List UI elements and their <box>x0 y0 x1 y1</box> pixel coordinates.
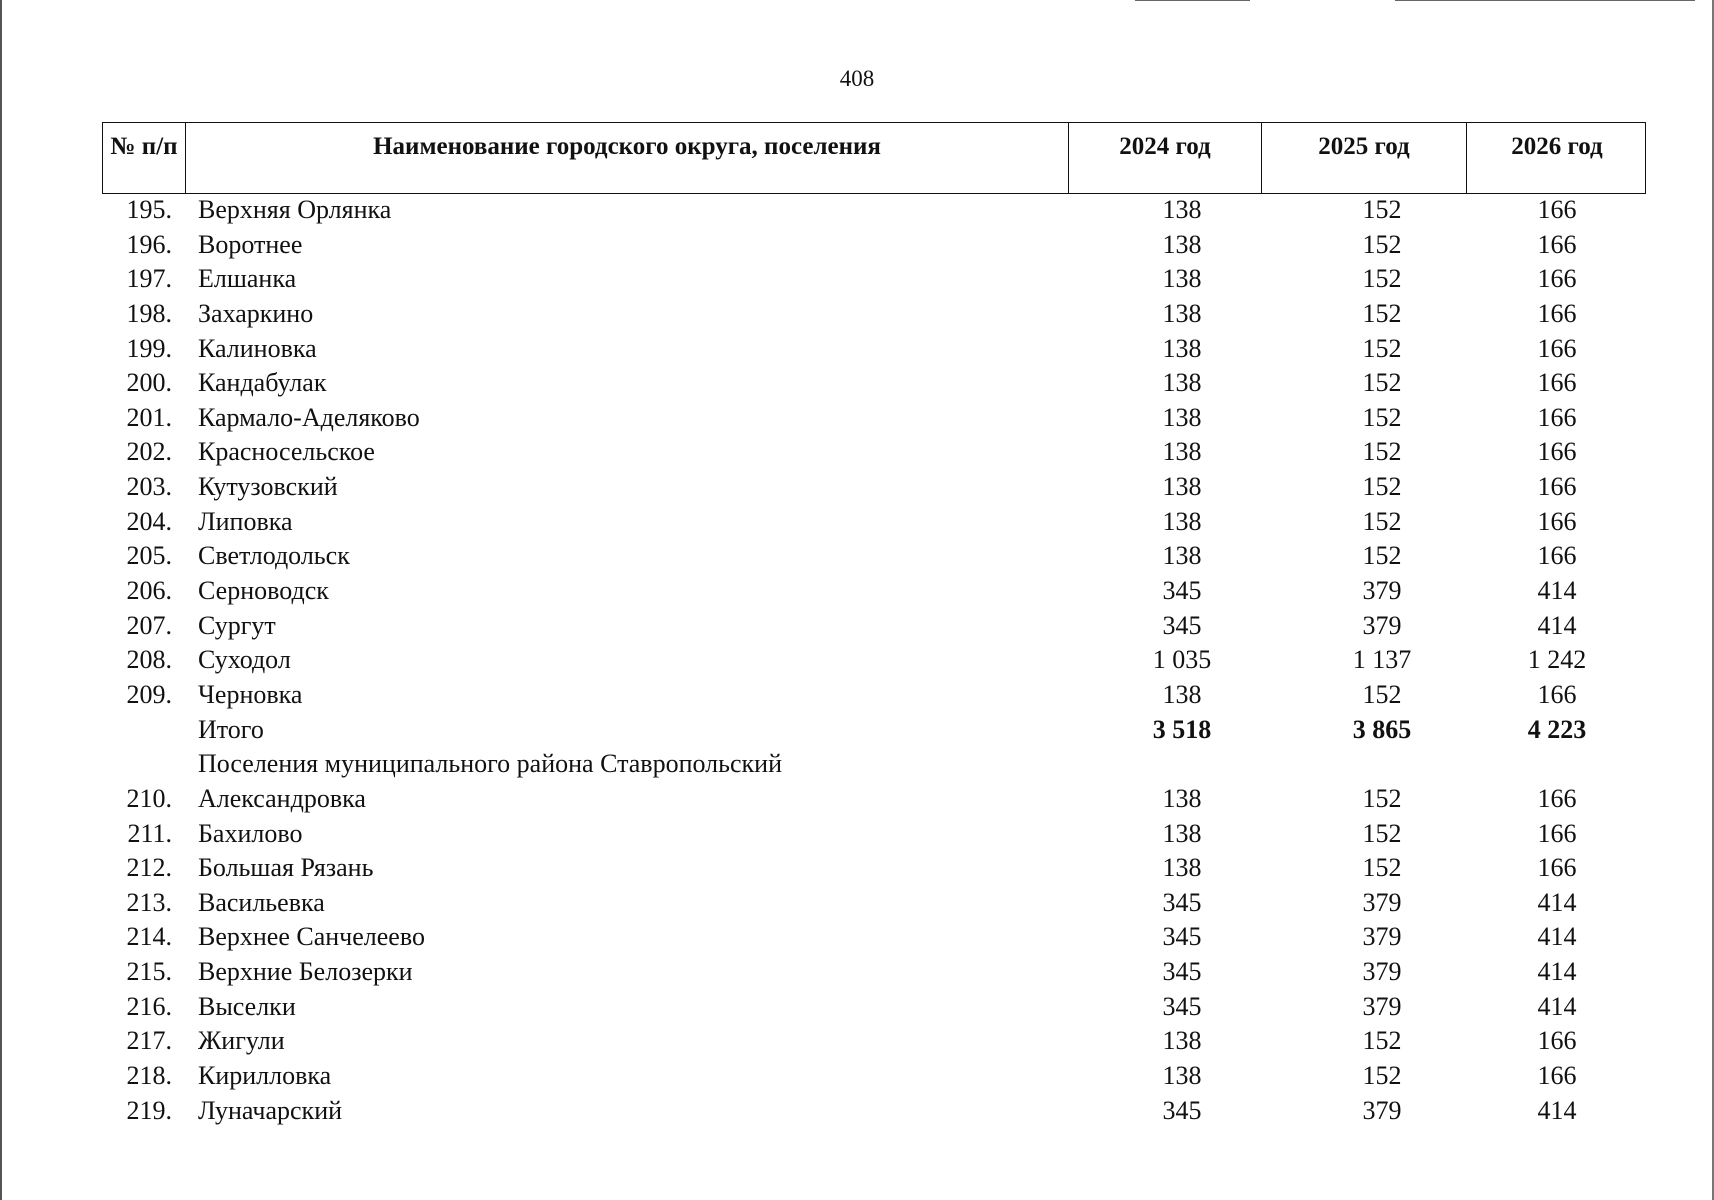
header-year-2026: 2026 год <box>1466 123 1647 193</box>
header-number-column: № п/п <box>110 133 178 160</box>
row-value-2026: 166 <box>1537 541 1577 571</box>
row-value-2026: 166 <box>1537 333 1577 363</box>
table-row <box>102 782 1646 817</box>
row-number: 209. <box>126 679 172 709</box>
row-value-2024: 345 <box>1162 991 1202 1021</box>
row-name: Серноводск <box>198 576 329 606</box>
table-row <box>102 505 1646 540</box>
row-number: 214. <box>126 922 172 952</box>
table-row <box>102 920 1646 955</box>
table-row <box>102 817 1646 852</box>
row-name: Суходол <box>198 645 291 675</box>
row-value-2026: 1 242 <box>1527 645 1587 675</box>
row-name: Выселки <box>198 991 296 1021</box>
row-number: 195. <box>126 195 172 224</box>
row-name: Жигули <box>198 1026 285 1056</box>
row-value-2025: 152 <box>1362 783 1402 813</box>
row-value-2024: 138 <box>1162 437 1202 467</box>
row-value-2024: 345 <box>1162 957 1202 987</box>
row-value-2026: 166 <box>1537 368 1577 398</box>
row-value-2026: 166 <box>1537 783 1577 813</box>
row-name: Александровка <box>198 783 366 813</box>
row-value-2024: 138 <box>1162 298 1202 328</box>
row-value-2025: 379 <box>1362 887 1402 917</box>
row-number: 201. <box>126 402 172 432</box>
row-number: 198. <box>126 298 172 328</box>
row-value-2026: 4 223 <box>1527 714 1587 744</box>
row-name: Сургут <box>198 610 276 640</box>
row-name: Кармало-Аделяково <box>198 402 420 432</box>
table-row <box>102 678 1646 713</box>
table-row <box>102 470 1646 505</box>
row-number: 206. <box>126 576 172 606</box>
table-row <box>102 1024 1646 1059</box>
row-value-2025: 379 <box>1362 576 1402 606</box>
row-value-2026: 166 <box>1537 506 1577 536</box>
table-row <box>102 955 1646 990</box>
row-value-2025: 3 865 <box>1352 714 1412 744</box>
row-value-2025: 152 <box>1362 853 1402 883</box>
row-name: Кандабулак <box>198 368 327 398</box>
row-name: Кутузовский <box>198 472 338 502</box>
row-value-2025: 152 <box>1362 818 1402 848</box>
row-number: 208. <box>126 645 172 675</box>
row-value-2024: 138 <box>1162 1026 1202 1056</box>
row-value-2025: 152 <box>1362 679 1402 709</box>
table-row <box>102 574 1646 609</box>
table-row <box>102 886 1646 921</box>
row-number: 211. <box>127 818 172 848</box>
row-value-2024: 138 <box>1162 1061 1202 1091</box>
row-value-2026: 414 <box>1537 922 1577 952</box>
row-value-2024: 138 <box>1162 853 1202 883</box>
row-value-2024: 138 <box>1162 472 1202 502</box>
row-name: Черновка <box>198 679 303 709</box>
row-number: 197. <box>126 264 172 294</box>
row-number: 216. <box>126 991 172 1021</box>
table-row <box>102 747 1646 782</box>
table-row <box>102 609 1646 644</box>
row-value-2025: 152 <box>1362 195 1402 224</box>
row-number: 199. <box>126 333 172 363</box>
table-row <box>102 990 1646 1025</box>
row-value-2025: 152 <box>1362 402 1402 432</box>
row-name: Верхнее Санчелеево <box>198 922 425 952</box>
table-header <box>102 122 1646 194</box>
table-row <box>102 643 1646 678</box>
row-value-2026: 166 <box>1537 402 1577 432</box>
row-value-2026: 166 <box>1537 229 1577 259</box>
row-name: Верхняя Орлянка <box>198 195 392 224</box>
row-value-2025: 152 <box>1362 333 1402 363</box>
row-number: 196. <box>126 229 172 259</box>
row-name: Большая Рязань <box>198 853 374 883</box>
row-number: 202. <box>126 437 172 467</box>
row-value-2025: 152 <box>1362 541 1402 571</box>
row-value-2025: 1 137 <box>1352 645 1412 675</box>
row-value-2025: 152 <box>1362 472 1402 502</box>
row-value-2026: 166 <box>1537 1061 1577 1091</box>
scan-artifact-line <box>1135 0 1250 1</box>
page-number: 408 <box>839 66 875 91</box>
row-value-2025: 152 <box>1362 506 1402 536</box>
header-name-column: Наименование городского округа, поселения <box>185 123 1068 193</box>
row-number: 204. <box>126 506 172 536</box>
row-value-2025: 152 <box>1362 1026 1402 1056</box>
row-value-2026: 414 <box>1537 610 1577 640</box>
table-row <box>102 297 1646 332</box>
row-number: 212. <box>126 853 172 883</box>
row-value-2026: 166 <box>1537 298 1577 328</box>
row-value-2026: 166 <box>1537 818 1577 848</box>
row-value-2024: 345 <box>1162 922 1202 952</box>
row-value-2025: 152 <box>1362 437 1402 467</box>
row-value-2025: 379 <box>1362 610 1402 640</box>
row-number: 217. <box>126 1026 172 1056</box>
table-row <box>102 1059 1646 1094</box>
header-year-2025: 2025 год <box>1261 123 1466 193</box>
row-value-2026: 166 <box>1537 264 1577 294</box>
row-name: Захаркино <box>198 298 314 328</box>
row-value-2024: 345 <box>1162 610 1202 640</box>
row-value-2025: 152 <box>1362 368 1402 398</box>
row-value-2025: 379 <box>1362 922 1402 952</box>
table-row <box>102 262 1646 297</box>
row-value-2024: 138 <box>1162 402 1202 432</box>
header-year-2024: 2024 год <box>1068 123 1261 193</box>
row-value-2024: 345 <box>1162 887 1202 917</box>
row-value-2026: 414 <box>1537 887 1577 917</box>
table-row <box>102 851 1646 886</box>
row-value-2025: 152 <box>1362 264 1402 294</box>
scan-edge-left <box>0 0 2 1200</box>
row-name: Луначарский <box>198 1095 343 1125</box>
row-value-2026: 166 <box>1537 437 1577 467</box>
table-row <box>102 539 1646 574</box>
row-value-2024: 138 <box>1162 679 1202 709</box>
table-row <box>102 228 1646 263</box>
row-value-2026: 414 <box>1537 991 1577 1021</box>
row-value-2024: 138 <box>1162 333 1202 363</box>
row-value-2026: 414 <box>1537 1095 1577 1125</box>
row-name: Калиновка <box>198 333 317 363</box>
row-name: Кирилловка <box>198 1061 332 1091</box>
row-value-2025: 152 <box>1362 1061 1402 1091</box>
row-name: Верхние Белозерки <box>198 957 413 987</box>
row-value-2026: 166 <box>1537 679 1577 709</box>
row-number: 215. <box>126 957 172 987</box>
table-row <box>102 1094 1646 1129</box>
row-value-2025: 379 <box>1362 957 1402 987</box>
table-row <box>102 332 1646 367</box>
row-number: 219. <box>126 1095 172 1125</box>
row-number: 203. <box>126 472 172 502</box>
row-number: 213. <box>126 887 172 917</box>
row-value-2026: 414 <box>1537 957 1577 987</box>
row-name: Васильевка <box>198 887 325 917</box>
row-name: Воротнее <box>198 229 303 259</box>
row-number: 210. <box>126 783 172 813</box>
row-value-2026: 166 <box>1537 472 1577 502</box>
row-name: Елшанка <box>198 264 297 294</box>
row-value-2026: 414 <box>1537 576 1577 606</box>
row-value-2024: 1 035 <box>1152 645 1212 675</box>
row-number: 200. <box>126 368 172 398</box>
row-value-2024: 138 <box>1162 783 1202 813</box>
row-value-2025: 152 <box>1362 298 1402 328</box>
row-name: Итого <box>198 714 264 744</box>
row-value-2026: 166 <box>1537 195 1577 224</box>
row-name: Красносельское <box>198 437 375 467</box>
row-name: Бахилово <box>198 818 303 848</box>
row-value-2024: 138 <box>1162 368 1202 398</box>
table-row <box>102 193 1646 228</box>
table-row <box>102 401 1646 436</box>
row-value-2025: 152 <box>1362 229 1402 259</box>
row-name: Поселения муниципального района Ставропольский <box>198 749 782 779</box>
row-number: 205. <box>126 541 172 571</box>
row-value-2024: 138 <box>1162 229 1202 259</box>
row-value-2024: 138 <box>1162 195 1202 224</box>
row-value-2026: 166 <box>1537 1026 1577 1056</box>
row-value-2025: 379 <box>1362 1095 1402 1125</box>
row-value-2024: 138 <box>1162 506 1202 536</box>
scan-artifact-line <box>1395 0 1695 1</box>
row-value-2024: 138 <box>1162 264 1202 294</box>
row-number: 218. <box>126 1061 172 1091</box>
row-value-2026: 166 <box>1537 853 1577 883</box>
table-total-row <box>102 713 1646 748</box>
row-value-2024: 3 518 <box>1152 714 1212 744</box>
row-name: Светлодольск <box>198 541 350 571</box>
table-row <box>102 366 1646 401</box>
row-name: Липовка <box>198 506 293 536</box>
row-number: 207. <box>126 610 172 640</box>
row-value-2024: 345 <box>1162 576 1202 606</box>
row-value-2025: 379 <box>1362 991 1402 1021</box>
row-value-2024: 138 <box>1162 818 1202 848</box>
table-body <box>102 193 1646 1128</box>
table-row <box>102 435 1646 470</box>
row-value-2024: 138 <box>1162 541 1202 571</box>
row-value-2024: 345 <box>1162 1095 1202 1125</box>
